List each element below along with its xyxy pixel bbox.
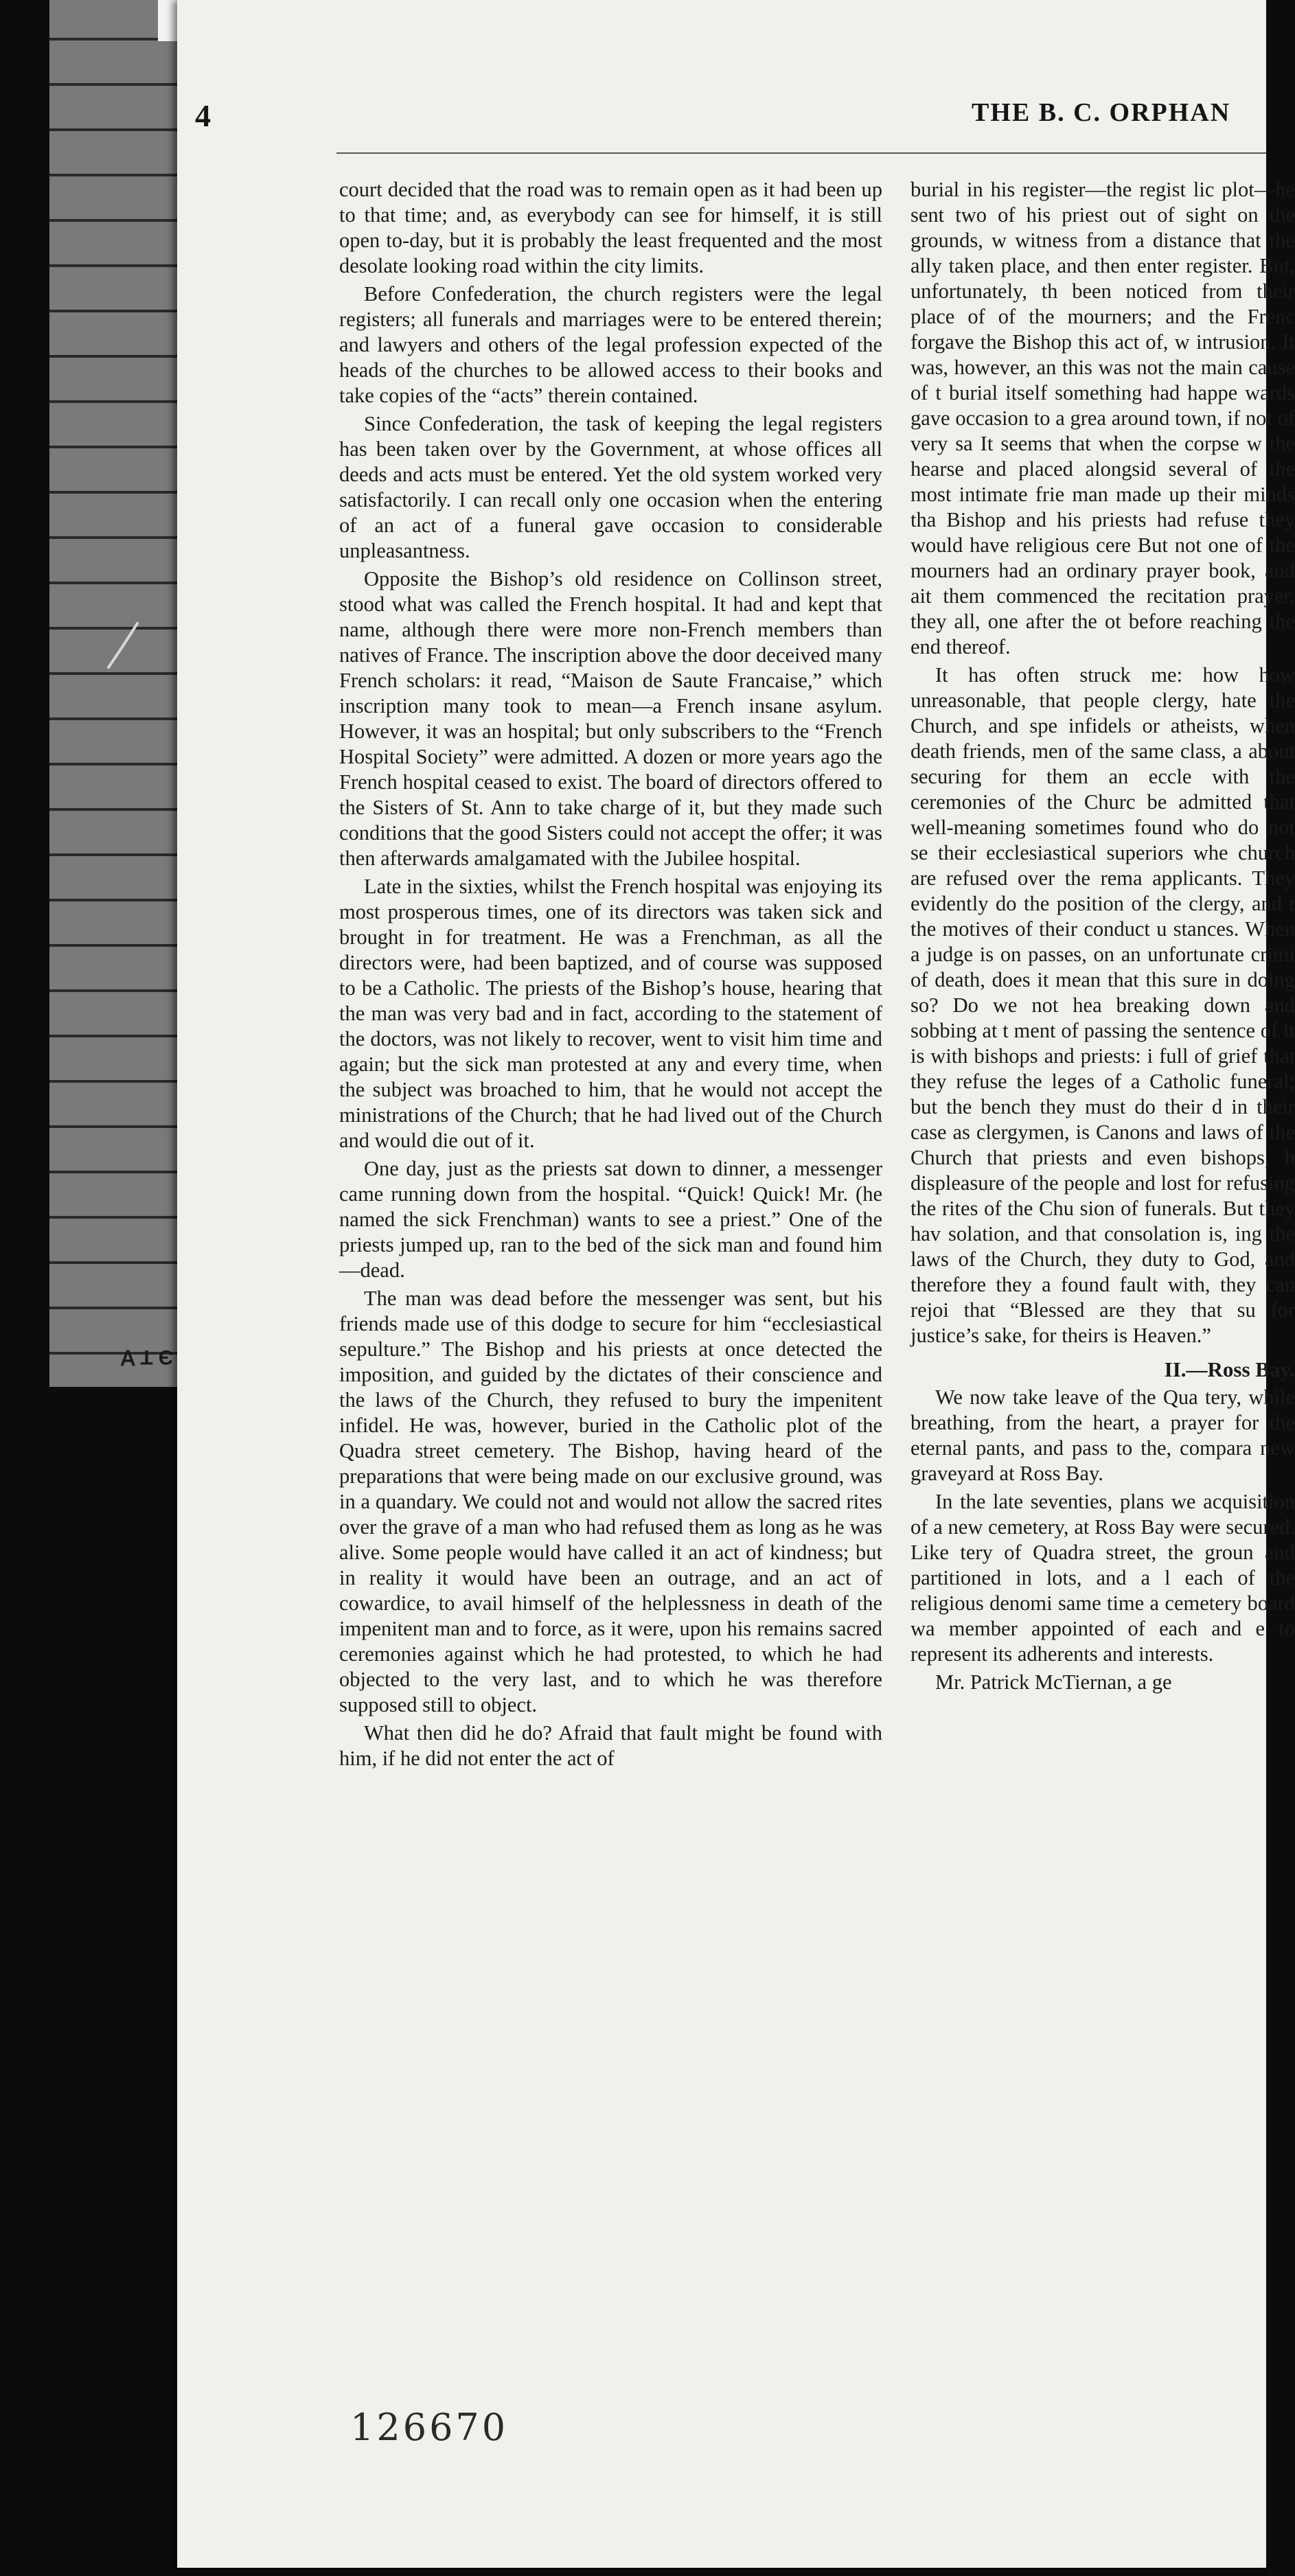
ledger-row-line [49,1307,180,1309]
section-heading: II.—Ross Bay. [1164,1357,1295,1381]
paragraph: Opposite the Bishop’s old residence on Collinson street, stood what was called the French hospital. It had and kept that name, although there were more non-French members than natives of France. The inscription above the door deceived many French scholars: it read, “Maison de Saute Francaise,” which inscription many took to mean—a French insane asylum. However, it was an hospital; but only subscribers to the “French Hospital Society” were admitted. A dozen or more years ago the French hospital ceased to exist. The board of directors offered to the Sisters of St. Ann to take charge of it, but they made such conditions that the good Sisters could not accept the offer; it was then afterwards amalgamated with the Jubilee hospital. [339,567,882,870]
ledger-row-line [49,1261,180,1264]
paragraph: Mr. Patrick McTiernan, a ge [935,1670,1172,1694]
paragraph: burial in his register—the regist lic plot—he sent two of his priest out of sight on the grounds, w witness from a distance that the ally taken place, and then enter register. But, unfortunately, th been noticed from their place of of the mourners; and the Frenc forgave the Bishop this act of, w intrusion. It was, however, an this was not the main cause of t burial itself something had happe wards gave occasion to a grea around town, if not of very sa It seems that when the corpse w the hearse and placed alongsid several of the most intimate frie man made up their minds tha Bishop and his priests had refuse they would have religious cere But not one of the mourners had an ordinary prayer book, and ait them commenced the recitation prayer, they all, one after the ot before reaching the end thereof. [910,178,1295,658]
archive-number: 126670 [350,2406,509,2449]
ledger-row-line [49,582,180,584]
paragraph: court decided that the road was to remain open as it had been up to that time; and, as everybody can see for himself, it is still open to-day, but it is probably the least frequented and the most desolate looking road within the city limits. [339,178,882,277]
running-head: THE B. C. ORPHAN [972,98,1231,127]
ledger-row-line [49,763,180,766]
ledger-row-line [49,310,180,312]
ledger-row-line [49,174,180,176]
ledger-row-line [49,536,180,539]
paragraph: One day, just as the priests sat down to dinner, a messenger came running down from the hospital. “Quick! Quick! Mr. (he named the sick Frenchman) wants to see a priest.” One of the priests jumped up, ran to the bed of the sick man and found him—dead. [339,1157,882,1282]
ledger-row-line [49,899,180,901]
ledger-stamp: ЭТ∀ [115,1346,174,1368]
ledger-row-line [49,400,180,403]
ledger-row-line [49,808,180,811]
ledger-row-line [49,446,180,448]
ledger-row-line [49,853,180,856]
ledger-row-line [49,944,180,947]
paragraph: It has often struck me: how how unreasonable, that people clergy, hate the Church, and spe infidels or atheists, when death friends, men of the same class, a about securing for them an eccle with the ceremonies of the Churc be admitted that well-meaning sometimes found who do not se their ecclesiastical superiors whe church are refused over the rema applicants. They evidently do the position of the clergy, and t the motives of their conduct u stances. When a judge is on passes, on an unfortunate crimi of death, does it mean that this sure in doing so? Do we not hea breaking down and sobbing at t ment of passing the sentence of it is with bishops and priests: i full of grief that they refuse the leges of a Catholic funeral; but the bench they must do their d in their case as clergymen, is Canons and laws of the Church that priests and even bishops, h displeasure of the people and lost for refusing the rites of the Chu sion of funerals. But they hav solation, and that consolation is, ing the laws of the Church, they duty to God, and therefore they a found fault with, they can rejoi that “Blessed are they that su for justice’s sake, for theirs is Heaven.” [910,663,1295,1347]
paragraph: Before Confederation, the church registers were the legal registers; all funerals and marriages were to be entered therein; and lawyers and others of the legal profession expected of the heads of the churches to be allowed access to their books and take copies of the “acts” therein contained. [339,282,882,407]
ledger-row-line [49,491,180,494]
paragraph: What then did he do? Afraid that fault might be found with him, if he did not enter the act of [339,1721,882,1770]
ledger-row-line [49,83,180,86]
ledger-row-line [49,1080,180,1083]
paragraph: In the late seventies, plans we acquisition of a new cemetery, at Ross Bay were secured. Like tery of Quadra street, the groun and partitioned in lots, and a l each of the religious denomi same time a cemetery board wa member appointed of each and e to represent its adherents and interests. [910,1490,1295,1666]
ledger-row-line [49,264,180,267]
ledger-row-line [49,989,180,992]
page-number: 4 [195,98,211,133]
paragraph: We now take leave of the Qua tery, while breathing, from the heart, a prayer for the eternal pants, and pass to the, compara new graveyard at Ross Bay. [910,1385,1295,1485]
ledger-row-line [49,1125,180,1128]
article-column-left [339,177,882,1774]
article-column-right [910,177,1295,2443]
ledger-row-line [49,1171,180,1173]
ledger-row-line [49,219,180,222]
ledger-row-line [49,1035,180,1037]
ledger-row-line [49,355,180,358]
paragraph: Late in the sixties, whilst the French hospital was enjoying its most prosperous times, one of its directors was taken sick and brought in for treatment. He was a Frenchman, as all the directors were, had been baptized, and of course was supposed to be a Catholic. The priests of the Bishop’s house, hearing that the man was very bad and in fact, according to the statement of the doctors, was not likely to recover, went to visit him time and again; but the sick man protested at any and every time, when the subject was broached to him, that he would not accept the ministrations of the Church; that he had lived out of the Church and would die out of it. [339,875,882,1152]
scanner-ledger-background [49,0,180,1387]
ledger-row-line [49,717,180,720]
ledger-row-line [49,1216,180,1219]
paragraph: The man was dead before the messenger was sent, but his friends made use of this dodge to secure for him “ecclesiastical sepulture.” The Bishop and his priests at once detected the imposition, and guided by the dictates of their conscience and the laws of the Church, they refused to bury the impenitent infidel. He was, however, buried in the Catholic plot of the Quadra street cemetery. The Bishop, having heard of the preparations that were being made on our exclusive ground, was in a quandary. We could not and would not allow the sacred rites over the grave of a man who had refused them as long as he was alive. Some people would have called it an act of kindness; but in reality it would have been an outrage, and an act of cowardice, to avail himself of the helplessness in death of the impenitent man and to force, as it were, upon his remains sacred ceremonies against which he had protested, to which he had objected to the very last, and to which he was therefore supposed still to object. [339,1287,882,1716]
header-rule [336,152,1266,154]
paragraph: Since Confederation, the task of keeping the legal registers has been taken over by the Government, at whose offices all deeds and acts must be entered. Yet the old system worked very satisfactorily. I can recall only one occasion when the entering of an act of a funeral gave occasion to considerable unpleasantness. [339,412,882,562]
pencil-mark [103,618,144,673]
ledger-row-line [49,128,180,131]
